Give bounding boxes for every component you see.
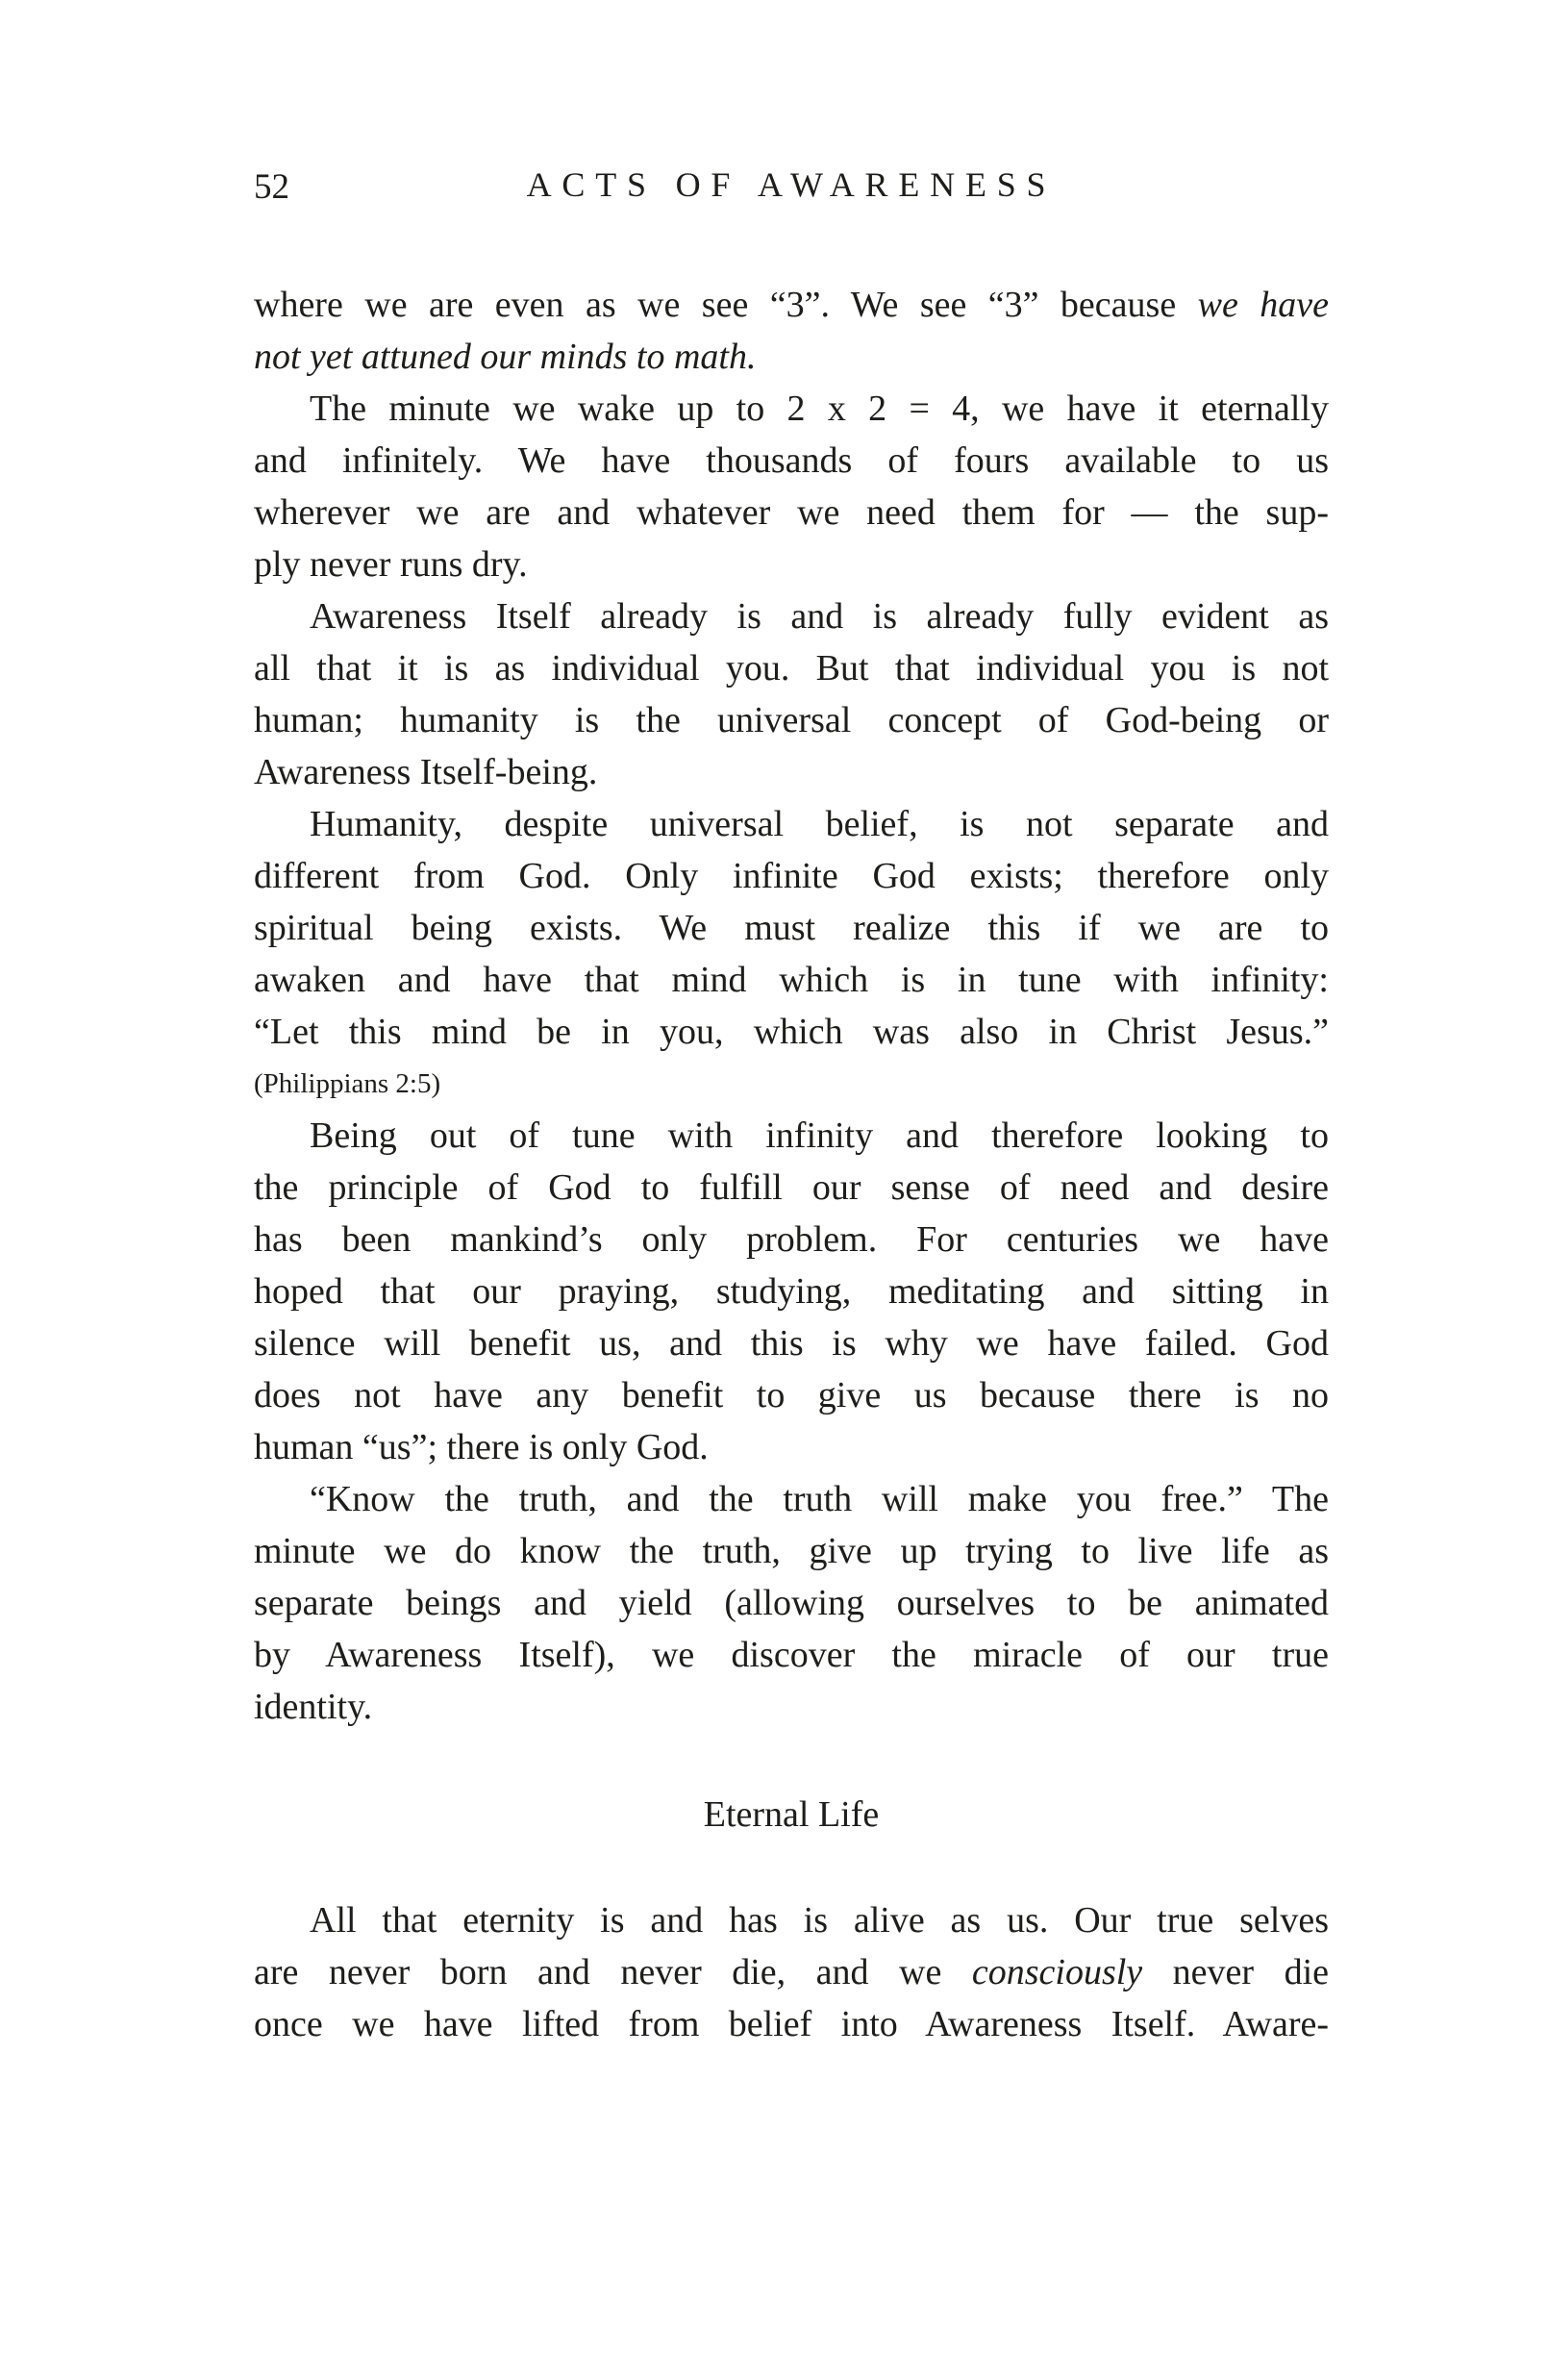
italic-segment: we have xyxy=(1197,285,1329,325)
text-segment: ply never runs dry. xyxy=(254,544,528,585)
text-segment: “Let this mind be in you, which was also in Christ Jesus.” xyxy=(254,1012,1329,1052)
text-segment: Being out of tune with infinity and therefore looking to xyxy=(310,1115,1329,1156)
text-line xyxy=(254,279,1329,331)
scripture-reference xyxy=(254,1058,1329,1110)
text-line xyxy=(254,331,1329,383)
text-line xyxy=(254,1265,1329,1317)
text-line xyxy=(254,1473,1329,1525)
text-segment: human; humanity is the universal concept of God-being or xyxy=(254,700,1329,740)
text-line xyxy=(254,1998,1329,2050)
text-line xyxy=(254,850,1329,902)
text-line xyxy=(254,1894,1329,1946)
text-segment: the principle of God to fulfill our sense of need and desire xyxy=(254,1167,1329,1208)
italic-segment: not yet attuned our minds to math. xyxy=(254,337,757,377)
text-segment: The minute we wake up to 2 x 2 = 4, we have it eternally xyxy=(310,388,1329,429)
paragraph xyxy=(254,1473,1329,1733)
text-segment: (Philippians 2:5) xyxy=(254,1068,441,1099)
text-segment: awaken and have that mind which is in tune with infinity: xyxy=(254,960,1329,1000)
text-line xyxy=(254,1369,1329,1421)
page-header xyxy=(254,167,1329,210)
paragraph xyxy=(254,383,1329,590)
text-segment: once we have lifted from belief into Awareness Itself. Aware- xyxy=(254,2004,1329,2044)
text-segment: minute we do know the truth, give up trying to live life as xyxy=(254,1531,1329,1571)
text-line xyxy=(254,902,1329,954)
text-line xyxy=(254,383,1329,435)
text-segment: spiritual being exists. We must realize this if we are to xyxy=(254,908,1329,948)
text-segment: and infinitely. We have thousands of fours available to us xyxy=(254,440,1329,481)
text-line xyxy=(254,746,1329,798)
text-line xyxy=(254,539,1329,590)
text-segment: all that it is as individual you. But that individual you is not xyxy=(254,648,1329,689)
text-line xyxy=(254,1577,1329,1629)
text-line xyxy=(254,1629,1329,1681)
running-title: ACTS OF AWARENESS xyxy=(526,165,1057,204)
paragraph xyxy=(254,590,1329,798)
text-line xyxy=(254,1110,1329,1162)
text-segment: Awareness Itself already is and is already fully evident as xyxy=(310,596,1329,637)
text-line xyxy=(254,1681,1329,1733)
text-line xyxy=(254,642,1329,694)
text-line xyxy=(254,1946,1329,1998)
text-segment: different from God. Only infinite God exists; therefore only xyxy=(254,856,1329,896)
text-segment: “Know the truth, and the truth will make you free.” The xyxy=(310,1479,1329,1519)
text-line xyxy=(254,694,1329,746)
text-segment: human “us”; there is only God. xyxy=(254,1427,709,1467)
paragraph xyxy=(254,279,1329,383)
text-segment: Awareness Itself-being. xyxy=(254,752,598,792)
page-number: 52 xyxy=(254,167,289,207)
text-line xyxy=(254,435,1329,487)
section-heading: Eternal Life xyxy=(703,1794,880,1835)
italic-segment: consciously xyxy=(971,1952,1143,1992)
text-line xyxy=(254,1421,1329,1473)
text-line xyxy=(254,487,1329,539)
paragraph xyxy=(254,1110,1329,1473)
text-line xyxy=(254,798,1329,850)
text-line xyxy=(254,1006,1329,1058)
text-segment: wherever we are and whatever we need them for — the sup- xyxy=(254,492,1329,533)
text-segment: does not have any benefit to give us because there is no xyxy=(254,1375,1329,1415)
paragraph xyxy=(254,798,1329,1058)
text-segment: never die xyxy=(1142,1952,1330,1992)
text-line xyxy=(254,590,1329,642)
paragraph xyxy=(254,1894,1329,2050)
text-line xyxy=(254,1214,1329,1265)
text-segment: by Awareness Itself), we discover the miracle of our true xyxy=(254,1635,1329,1675)
text-line xyxy=(254,954,1329,1006)
text-segment: silence will benefit us, and this is why we have failed. God xyxy=(254,1323,1329,1364)
text-segment: are never born and never die, and we xyxy=(254,1952,972,1992)
text-segment: has been mankind’s only problem. For centuries we have xyxy=(254,1219,1329,1260)
text-segment: where we are even as we see “3”. We see “3” because xyxy=(254,285,1198,325)
text-line xyxy=(254,1162,1329,1214)
text-segment: hoped that our praying, studying, meditating and sitting in xyxy=(254,1271,1329,1312)
text-segment: Humanity, despite universal belief, is not separate and xyxy=(310,804,1329,844)
text-segment: identity. xyxy=(254,1687,373,1727)
text-segment: All that eternity is and has is alive as us. Our true selves xyxy=(310,1900,1329,1941)
text-line xyxy=(254,1317,1329,1369)
body-text xyxy=(254,279,1329,2050)
text-segment: separate beings and yield (allowing ourselves to be animated xyxy=(254,1583,1329,1623)
text-line xyxy=(254,1058,1329,1110)
text-line xyxy=(254,1525,1329,1577)
